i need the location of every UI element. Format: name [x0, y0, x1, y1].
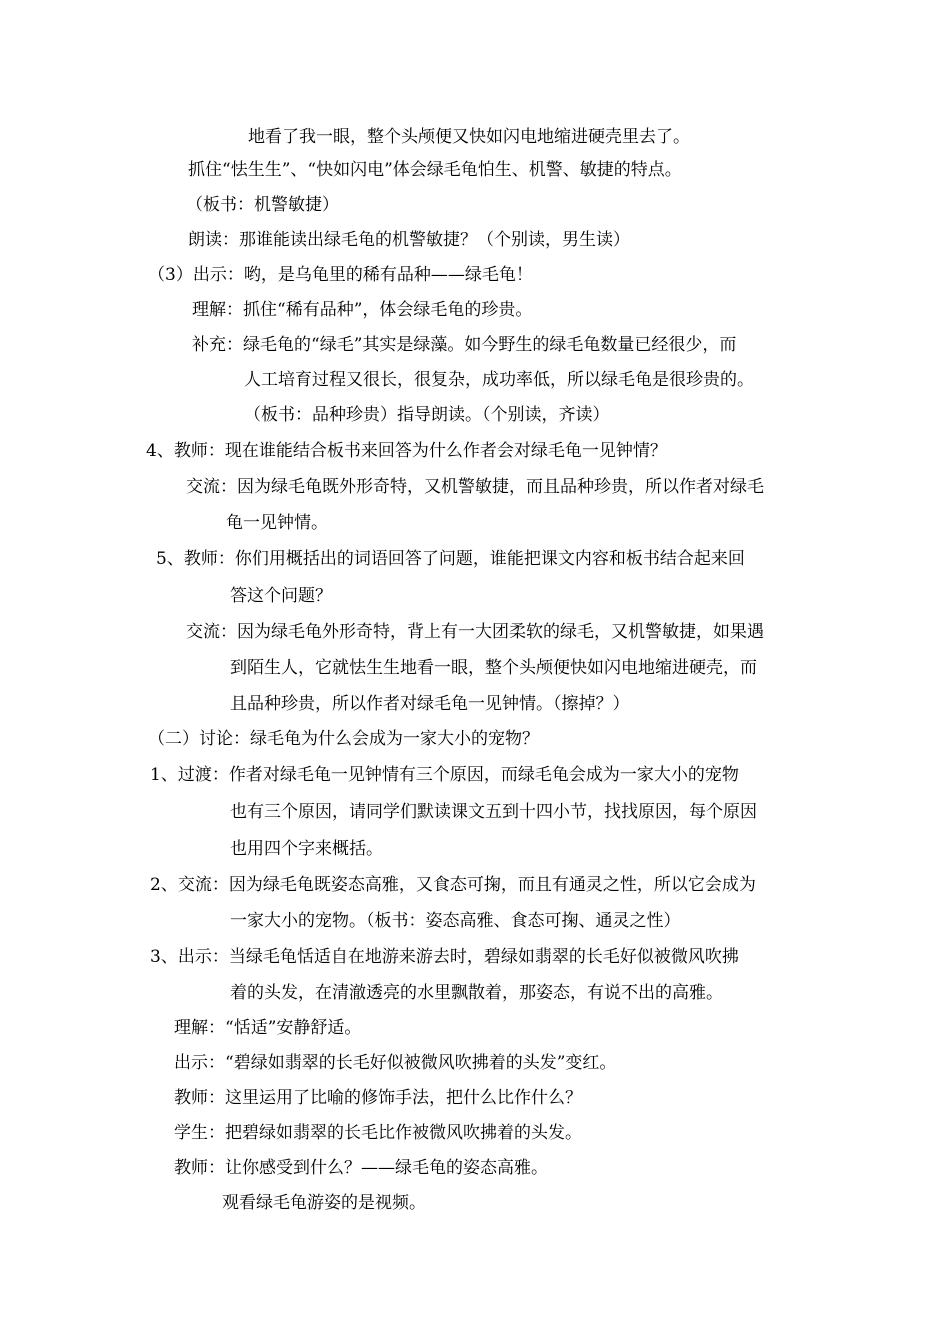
text-line: 一家大小的宠物。（板书：姿态高雅、食态可掬、通灵之性）	[230, 911, 681, 931]
text-line: （二）讨论：绿毛龟为什么会成为一家大小的宠物？	[148, 729, 539, 749]
text-line: 出示：“碧绿如翡翠的长毛好似被微风吹拂着的头发”变红。	[174, 1053, 617, 1073]
text-line: 补充：绿毛龟的“绿毛”其实是绿藻。如今野生的绿毛龟数量已经很少，而	[192, 335, 737, 355]
text-line: 答这个问题？	[230, 586, 332, 606]
text-line: 到陌生人，它就怯生生地看一眼，整个头颅便快如闪电地缩进硬壳，而	[230, 658, 757, 678]
text-line: （3）出示：哟，是乌龟里的稀有品种——绿毛龟！	[148, 265, 533, 285]
text-line: 交流：因为绿毛龟既外形奇特，又机警敏捷，而且品种珍贵，所以作者对绿毛	[186, 477, 764, 497]
text-line: 也有三个原因，请同学们默读课文五到十四小节，找找原因，每个原因	[230, 802, 757, 822]
text-line: 教师：这里运用了比喻的修饰手法，把什么比作什么？	[174, 1088, 582, 1108]
text-line: 朗读：那谁能读出绿毛龟的机警敏捷？（个别读，男生读）	[188, 230, 630, 250]
text-line: （板书：品种珍贵）指导朗读。（个别读，齐读）	[244, 405, 610, 425]
text-line: 着的头发，在清澈透亮的水里飘散着，那姿态，有说不出的高雅。	[230, 983, 723, 1003]
text-line: 人工培育过程又很长，很复杂，成功率低，所以绿毛龟是很珍贵的。	[244, 370, 754, 390]
text-line: 3、出示：当绿毛龟恬适自在地游来游去时，碧绿如翡翠的长毛好似被微风吹拂	[150, 947, 739, 967]
text-line: 1、过渡：作者对绿毛龟一见钟情有三个原因，而绿毛龟会成为一家大小的宠物	[150, 765, 739, 785]
text-line: 教师：让你感受到什么？——绿毛龟的姿态高雅。	[174, 1158, 548, 1178]
text-line: 5、教师：你们用概括出的词语回答了问题，谁能把课文内容和板书结合起来回	[156, 549, 745, 569]
text-line: 4、教师：现在谁能结合板书来回答为什么作者会对绿毛龟一见钟情？	[146, 441, 667, 461]
text-line: 龟一见钟情。	[226, 513, 328, 533]
text-line: 地看了我一眼，整个头颅便又快如闪电地缩进硬壳里去了。	[248, 127, 690, 147]
text-line: 也用四个字来概括。	[230, 839, 383, 859]
text-line: （板书：机警敏捷）	[186, 195, 339, 215]
text-line: 理解：抓住“稀有品种”，体会绿毛龟的珍贵。	[192, 300, 533, 320]
text-line: 观看绿毛龟游姿的是视频。	[222, 1193, 426, 1213]
text-line: 且品种珍贵，所以作者对绿毛龟一见钟情。（擦掉？）	[230, 694, 630, 714]
text-line: 交流：因为绿毛龟外形奇特，背上有一大团柔软的绿毛，又机警敏捷，如果遇	[186, 622, 764, 642]
text-line: 抓住“怯生生”、“快如闪电”体会绿毛龟怕生、机警、敏捷的特点。	[188, 160, 682, 180]
text-line: 2、交流：因为绿毛龟既姿态高雅，又食态可掬，而且有通灵之性，所以它会成为	[150, 875, 756, 895]
text-line: 理解：“恬适”安静舒适。	[174, 1018, 362, 1038]
text-line: 学生：把碧绿如翡翠的长毛比作被微风吹拂着的头发。	[174, 1123, 582, 1143]
